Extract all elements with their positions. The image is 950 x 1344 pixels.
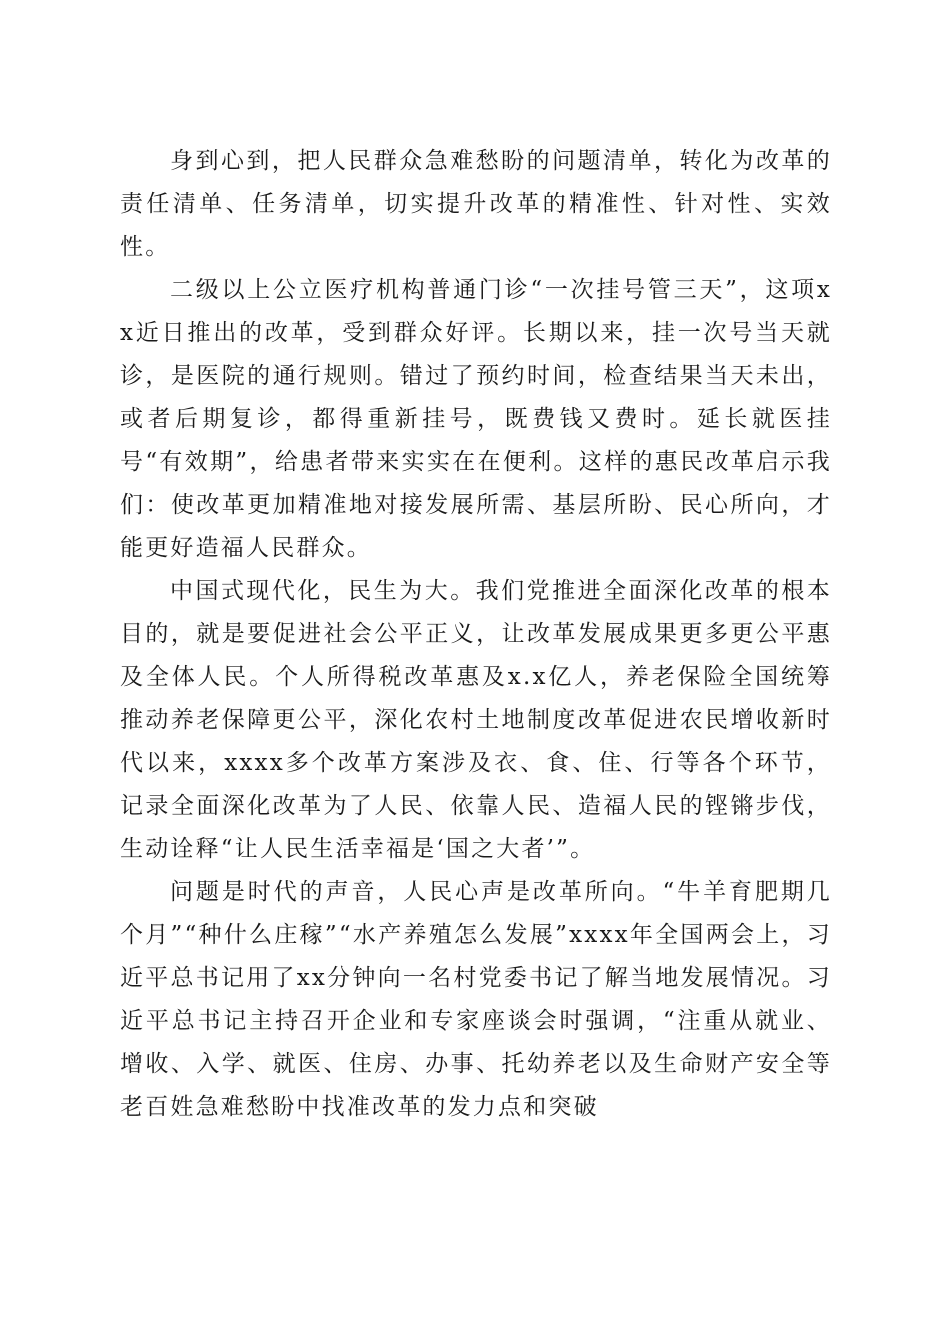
body-text (120, 140, 832, 1129)
paragraph-4: 问题是时代的声音，人民心声是改革所向。“牛羊育肥期几个月”“种什么庄稼”“水产养殖怎么发展”xxxx年全国两会上，习近平总书记用了xx分钟向一名村党委书记了解当地发展情况。习近平总书记主持召开企业和专家座谈会时强调，“注重从就业、增收、入学、就医、住房、办事、托幼养老以及生命财产安全等老百姓急难愁盼中找准改革的发力点和突破 (120, 879, 832, 1120)
paragraph-1: 身到心到，把人民群众急难愁盼的问题清单，转化为改革的责任清单、任务清单，切实提升改革的精准性、针对性、实效性。 (120, 148, 832, 260)
paragraph-3: 中国式现代化，民生为大。我们党推进全面深化改革的根本目的，就是要促进社会公平正义，让改革发展成果更多更公平惠及全体人民。个人所得税改革惠及x.x亿人，养老保险全国统筹推动养老保障更公平，深化农村土地制度改革促进农民增收新时代以来，xxxx多个改革方案涉及衣、食、住、行等各个环节，记录全面深化改革为了人民、依靠人民、造福人民的铿锵步伐，生动诠释“让人民生活幸福是‘国之大者’”。 (120, 578, 832, 862)
paragraph-2: 二级以上公立医疗机构普通门诊“一次挂号管三天”，这项xx近日推出的改革，受到群众好评。长期以来，挂一次号当天就诊，是医院的通行规则。错过了预约时间，检查结果当天未出，或者后期复诊，都得重新挂号，既费钱又费时。延长就医挂号“有效期”，给患者带来实实在在便利。这样的惠民改革启示我们：使改革更加精准地对接发展所需、基层所盼、民心所向，才能更好造福人民群众。 (120, 277, 832, 561)
